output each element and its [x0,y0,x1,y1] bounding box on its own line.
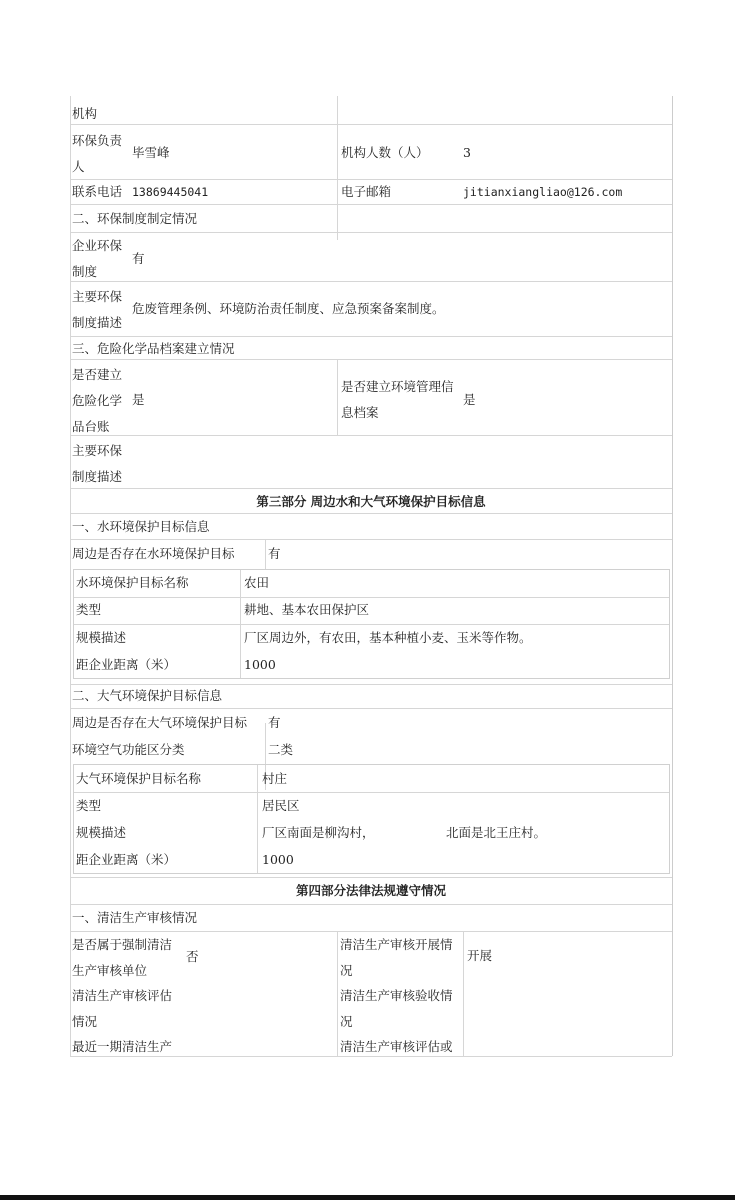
system-value: 有 [132,251,145,266]
bottom-edge-bar [0,1195,735,1200]
audit-status-value: 开展 [467,948,493,963]
system-desc-label: 主要环保制度描述 [72,289,123,330]
part-3-title: 第三部分 周边水和大气环境保护目标信息 [256,494,486,509]
column-divider [337,931,338,1056]
water-exists-label: 周边是否存在水环境保护目标 [72,546,235,561]
audit-status-label: 清洁生产审核开展情况 [340,937,453,978]
air-type-label: 类型 [76,798,102,813]
air-dist-value: 1000 [262,852,294,867]
air-type-value: 居民区 [262,798,300,813]
ledger-value: 是 [132,392,145,407]
air-scale-value-2: 北面是北王庄村。 [446,825,547,840]
water-heading: 一、水环境保护目标信息 [72,519,210,534]
air-scale-value-1: 厂区南面是柳沟村， [262,825,375,840]
part-4-title: 第四部分法律法规遵守情况 [295,883,446,898]
ledger-label: 是否建立危险化学品台账 [72,367,123,434]
recent-label: 最近一期清洁生产 [72,1039,173,1054]
section-2-heading: 二、环保制度制定情况 [72,211,198,226]
mandatory-value: 否 [186,949,199,964]
mandatory-label: 是否属于强制清洁生产审核单位 [72,937,173,978]
air-heading: 二、大气环境保护目标信息 [72,688,223,703]
air-zone-label: 环境空气功能区分类 [72,742,185,757]
water-scale-value: 厂区周边外，有农田，基本种植小麦、玉米等作物。 [244,630,532,645]
air-dist-label: 距企业距离（米） [76,852,177,867]
env-head-label: 环保负责人 [72,133,123,174]
sec3-desc-label: 主要环保制度描述 [72,443,123,484]
system-label: 企业环保制度 [72,238,123,279]
system-desc-value: 危废管理条例、环境防治责任制度、应急预案备案制度。 [132,301,445,316]
water-type-value: 耕地、基本农田保护区 [244,602,370,617]
staff-value: 3 [463,145,471,160]
phone-label: 联系电话 [72,184,123,199]
clean-heading: 一、清洁生产审核情况 [72,910,198,925]
air-exists-value: 有 [268,715,281,730]
phone-value: 13869445041 [132,185,209,199]
column-divider [265,539,266,569]
eval-or-label: 清洁生产审核评估或 [340,1039,453,1054]
water-scale-label: 规模描述 [76,630,127,645]
email-label: 电子邮箱 [341,184,392,199]
water-name-label: 水环境保护目标名称 [76,575,189,590]
staff-label: 机构人数（人） [341,145,429,160]
air-scale-label: 规模描述 [76,825,127,840]
document-page [70,96,673,1056]
air-name-label: 大气环境保护目标名称 [76,771,202,786]
air-zone-value: 二类 [268,742,294,757]
section-3-heading: 三、危险化学品档案建立情况 [72,341,235,356]
water-exists-value: 有 [268,546,281,561]
org-label: 机构 [72,106,98,121]
email-value: jitianxiangliao@126.com [463,185,623,199]
water-dist-value: 1000 [244,657,276,672]
archive-label: 是否建立环境管理信息档案 [341,379,454,420]
archive-value: 是 [463,392,476,407]
water-name-value: 农田 [244,575,270,590]
water-type-label: 类型 [76,602,102,617]
column-divider [337,96,338,240]
env-head-value: 毕雪峰 [132,145,170,160]
table-border-left [70,96,71,1056]
air-exists-label: 周边是否存在大气环境保护目标 [72,715,248,730]
air-name-value: 村庄 [262,771,288,786]
accept-label: 清洁生产审核验收情况 [340,988,453,1029]
eval-label: 清洁生产审核评估情况 [72,988,173,1029]
water-dist-label: 距企业距离（米） [76,657,177,672]
column-divider [337,359,338,435]
